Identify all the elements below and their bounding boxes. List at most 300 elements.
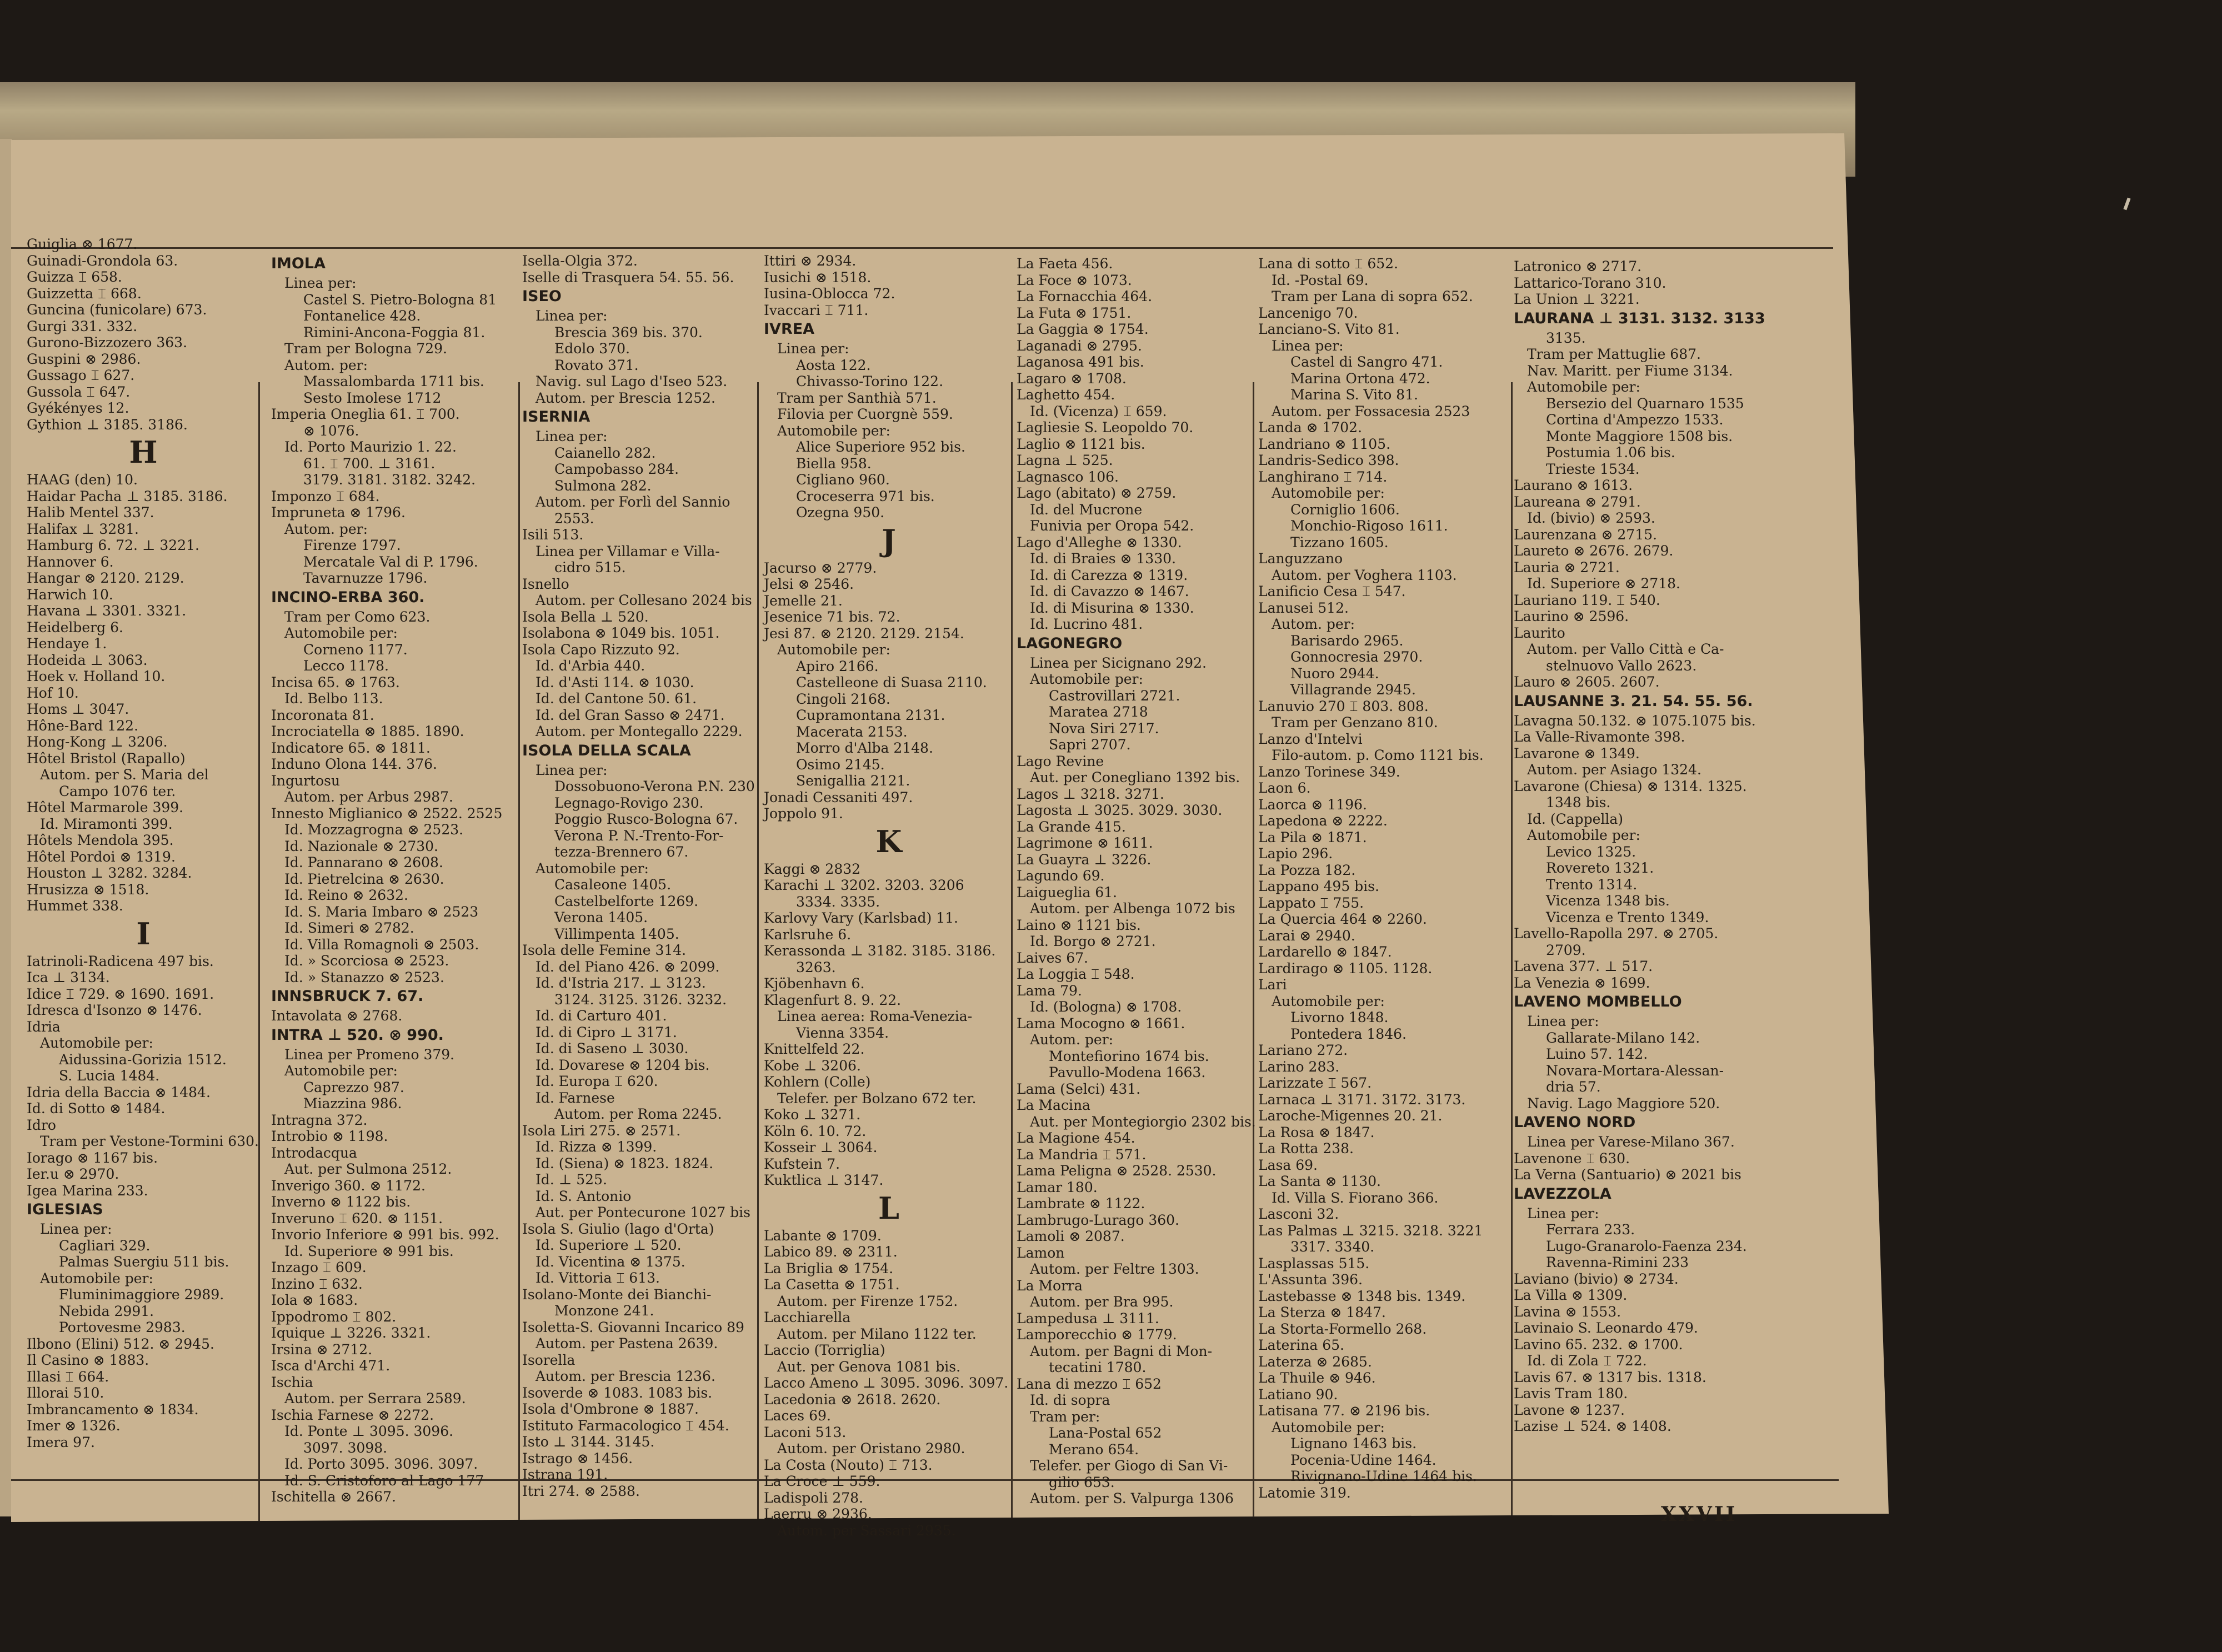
index-entry: Rivignano-Udine 1464 bis. <box>1290 1468 1477 1484</box>
index-entry: Invorio Inferiore ⊗ 991 bis. 992. <box>271 1227 499 1243</box>
index-column-6 <box>1258 256 1511 1501</box>
index-entry: Ingurtosu <box>271 772 341 789</box>
index-entry: Autom. per Serrara 2589. <box>284 1390 466 1406</box>
index-entry: ⊗ 1076. <box>303 422 359 439</box>
index-entry: Linea per: <box>40 1221 112 1237</box>
index-entry: Autom. per Sassari 2935. <box>777 1522 956 1539</box>
index-entry: Id. del Mucrone <box>1030 501 1143 518</box>
index-entry: Cingoli 2168. <box>796 690 890 707</box>
index-entry: Homs ⊥ 3047. <box>27 701 129 717</box>
index-entry: Linea per: <box>536 762 608 778</box>
index-heading: INNSBRUCK 7. 67. <box>271 988 424 1005</box>
index-entry: Halib Mentel 337. <box>27 504 154 520</box>
index-entry: Lappano 495 bis. <box>1258 878 1379 894</box>
index-entry: Isella-Olgia 372. <box>522 253 638 269</box>
index-entry: Incisa 65. ⊗ 1763. <box>271 674 400 690</box>
index-entry: Köln 6. 10. 72. <box>764 1123 867 1139</box>
section-letter: H <box>129 434 158 470</box>
index-entry: Merano 654. <box>1049 1441 1139 1458</box>
index-entry: Lagos ⊥ 3218. 3271. <box>1017 785 1164 802</box>
index-entry: Laroche-Migennes 20. 21. <box>1258 1108 1443 1124</box>
index-entry: Linea per: <box>536 428 608 444</box>
index-entry: Langhirano ⌶ 714. <box>1258 468 1388 485</box>
index-entry: 3334. 3335. <box>796 893 880 910</box>
index-entry: Lanzo Torinese 349. <box>1258 763 1400 780</box>
index-entry: La Rotta 238. <box>1258 1140 1354 1157</box>
index-entry: Haidar Pacha ⊥ 3185. 3186. <box>27 488 228 504</box>
index-entry: Id. S. Maria Imbaro ⊗ 2523 <box>284 903 479 920</box>
index-entry: Istrana 191. <box>522 1466 608 1483</box>
index-entry: Id. Rizza ⊗ 1399. <box>536 1139 657 1155</box>
index-entry: 3124. 3125. 3126. 3232. <box>554 991 727 1008</box>
index-entry: HAAG (den) 10. <box>27 472 138 488</box>
index-entry: Iatrinoli-Radicena 497 bis. <box>27 953 214 969</box>
index-entry: Id. Dovarese ⊗ 1204 bis. <box>536 1057 710 1073</box>
index-entry: Aidussina-Gorizia 1512. <box>59 1051 227 1068</box>
index-entry: Marina S. Vito 81. <box>1290 387 1418 403</box>
index-entry: Kaggi ⊗ 2832 <box>764 860 861 877</box>
index-heading: ISEO <box>522 288 562 305</box>
index-entry: Isola delle Femine 314. <box>522 942 687 958</box>
index-entry: Lauria ⊗ 2721. <box>1514 559 1620 575</box>
index-entry: Lavello-Rapolla 297. ⊗ 2705. <box>1514 925 1719 942</box>
index-entry: Villimpenta 1405. <box>554 925 679 942</box>
index-entry: Knittelfeld 22. <box>764 1041 865 1057</box>
index-entry: Lastebasse ⊗ 1348 bis. 1349. <box>1258 1288 1466 1304</box>
index-entry: Inverno ⊗ 1122 bis. <box>271 1194 411 1210</box>
index-entry: Aut. per Sulmona 2512. <box>284 1161 452 1177</box>
index-entry: Languzzano <box>1258 550 1343 567</box>
index-entry: Luino 57. 142. <box>1546 1046 1648 1062</box>
index-entry: Macerata 2153. <box>796 723 908 740</box>
index-entry: La Futa ⊗ 1751. <box>1017 304 1132 321</box>
index-entry: La Pila ⊗ 1871. <box>1258 829 1367 845</box>
index-entry: Vicenza 1348 bis. <box>1546 893 1670 909</box>
index-entry: Aut. per Pontecurone 1027 bis <box>536 1204 750 1220</box>
index-column-2 <box>271 253 524 1505</box>
index-entry: Hodeida ⊥ 3063. <box>27 652 148 668</box>
index-entry: Aut. per Conegliano 1392 bis. <box>1030 769 1240 785</box>
index-entry: Id. del Cantone 50. 61. <box>536 690 697 707</box>
index-entry: La Mandria ⌶ 571. <box>1017 1146 1147 1163</box>
index-entry: Linea per: <box>1527 1013 1599 1029</box>
index-entry: Navig. Lago Maggiore 520. <box>1527 1095 1720 1112</box>
index-entry: La Villa ⊗ 1309. <box>1514 1287 1628 1303</box>
index-entry: Autom. per Fossacesia 2523 <box>1272 403 1470 419</box>
index-entry: Laconi 513. <box>764 1424 847 1440</box>
index-entry: Karlovy Vary (Karlsbad) 11. <box>764 910 958 926</box>
index-entry: Id. d'Asti 114. ⊗ 1030. <box>536 674 694 690</box>
index-entry: Automobile per: <box>1527 827 1640 843</box>
index-entry: Sulmona 282. <box>554 477 652 494</box>
index-entry: Livorno 1848. <box>1290 1009 1389 1025</box>
index-entry: Laives 67. <box>1017 949 1088 966</box>
index-entry: Castrovillari 2721. <box>1049 687 1180 704</box>
index-entry: Landris-Sedico 398. <box>1258 452 1399 468</box>
index-entry: Aut. per Genova 1081 bis. <box>777 1358 961 1375</box>
index-entry: Autom. per Feltre 1303. <box>1030 1261 1199 1277</box>
index-entry: Id. Reino ⊗ 2632. <box>284 887 408 903</box>
index-entry: Linea per: <box>1272 337 1344 354</box>
index-entry: Id. Simeri ⊗ 2782. <box>284 920 414 936</box>
index-entry: Autom. per Pastena 2639. <box>536 1335 718 1351</box>
index-entry: dria 57. <box>1546 1079 1601 1095</box>
index-entry: Guizza ⌶ 658. <box>27 269 122 285</box>
index-entry: Automobile per: <box>1272 485 1385 501</box>
index-entry: Lacchiarella <box>764 1309 851 1325</box>
index-entry: Ischitella ⊗ 2667. <box>271 1489 396 1505</box>
index-entry: Itri 274. ⊗ 2588. <box>522 1483 640 1499</box>
index-entry: Istrago ⊗ 1456. <box>522 1450 633 1466</box>
index-entry: Chivasso-Torino 122. <box>796 373 944 389</box>
index-entry: Id. di Misurina ⊗ 1330. <box>1030 599 1194 616</box>
index-entry: Laglio ⊗ 1121 bis. <box>1017 435 1145 452</box>
index-heading: IMOLA <box>271 255 326 272</box>
index-entry: Linea per: <box>1527 1205 1599 1222</box>
index-entry: Biella 958. <box>796 455 872 472</box>
index-entry: La Santa ⊗ 1130. <box>1258 1173 1381 1189</box>
index-entry: La Guayra ⊥ 3226. <box>1017 851 1152 868</box>
index-entry: Senigallia 2121. <box>796 773 910 789</box>
index-entry: Pocenia-Udine 1464. <box>1290 1451 1437 1468</box>
index-entry: Id. » Scorciosa ⊗ 2523. <box>284 953 449 969</box>
index-entry: Idria <box>27 1018 61 1035</box>
index-entry: Monchio-Rigoso 1611. <box>1290 518 1448 534</box>
index-entry: Id. S. Antonio <box>536 1188 632 1204</box>
index-entry: Nuoro 2944. <box>1290 665 1379 682</box>
index-entry: Autom. per Vallo Città e Ca- <box>1527 641 1724 657</box>
index-entry: cidro 515. <box>554 559 626 575</box>
index-entry: Lardirago ⊗ 1105. 1128. <box>1258 960 1433 977</box>
index-entry: Palmas Suergiu 511 bis. <box>59 1254 229 1270</box>
index-entry: Lago Revine <box>1017 753 1104 769</box>
index-entry: Croceserra 971 bis. <box>796 488 935 504</box>
index-entry: Brescia 369 bis. 370. <box>554 324 703 341</box>
index-heading: ISERNIA <box>522 408 590 425</box>
index-entry: Automobile per: <box>1030 671 1143 687</box>
index-entry: Istituto Farmacologico ⌶ 454. <box>522 1417 729 1434</box>
index-entry: Castel di Sangro 471. <box>1290 354 1443 370</box>
index-entry: Autom. per Bra 995. <box>1030 1294 1174 1310</box>
index-entry: Lavarone ⊗ 1349. <box>1514 745 1640 762</box>
index-entry: Lasconi 32. <box>1258 1206 1339 1222</box>
index-entry: Villagrande 2945. <box>1290 682 1416 698</box>
index-entry: Imer ⊗ 1326. <box>27 1418 121 1434</box>
index-entry: Corneno 1177. <box>303 641 408 658</box>
index-entry: Guinadi-Grondola 63. <box>27 252 178 269</box>
index-entry: Casaleone 1405. <box>554 877 672 893</box>
section-letter: I <box>136 915 151 952</box>
index-entry: Linea per Promeno 379. <box>284 1046 455 1063</box>
index-entry: Laterina 65. <box>1258 1337 1345 1353</box>
index-entry: Linea aerea: Roma-Venezia- <box>777 1008 973 1024</box>
index-entry: Alice Superiore 952 bis. <box>796 439 965 455</box>
index-entry: Id. d'Arbia 440. <box>536 658 645 674</box>
index-entry: Poggio Rusco-Bologna 67. <box>554 811 738 827</box>
index-entry: Fontanelice 428. <box>303 308 421 324</box>
index-entry: Ischia Farnese ⊗ 2272. <box>271 1406 434 1423</box>
index-entry: Automobile per: <box>284 1063 398 1079</box>
index-entry: Caianello 282. <box>554 444 656 461</box>
index-entry: Inzino ⌶ 632. <box>271 1275 363 1292</box>
index-entry: Id. Porto 3095. 3096. 3097. <box>284 1456 478 1472</box>
index-entry: Id. (Bologna) ⊗ 1708. <box>1030 999 1182 1015</box>
index-entry: Postumia 1.06 bis. <box>1546 444 1675 460</box>
index-entry: Nav. Maritt. per Fiume 3134. <box>1527 362 1733 379</box>
index-entry: Hannover 6. <box>27 553 114 570</box>
index-entry: Castelbelforte 1269. <box>554 893 699 909</box>
index-entry: Tram per Lana di sopra 652. <box>1272 288 1473 304</box>
index-entry: 3263. <box>796 959 836 975</box>
index-entry: Id. (Vicenza) ⌶ 659. <box>1030 403 1167 419</box>
index-entry: La Gaggia ⊗ 1754. <box>1017 321 1149 337</box>
index-entry: 3317. 3340. <box>1290 1239 1375 1255</box>
index-entry: Telefer. per Giogo di San Vi- <box>1030 1458 1228 1474</box>
top-rule <box>11 247 1833 249</box>
index-entry: Laurito <box>1514 624 1565 641</box>
index-entry: Imbrancamento ⊗ 1834. <box>27 1401 199 1418</box>
index-entry: Hong-Kong ⊥ 3206. <box>27 734 168 750</box>
index-entry: Autom. per: <box>284 357 368 373</box>
index-entry: Lagna ⊥ 525. <box>1017 452 1113 468</box>
index-heading: LAVENO MOMBELLO <box>1514 993 1682 1010</box>
index-entry: Gythion ⊥ 3185. 3186. <box>27 416 188 433</box>
index-column-1 <box>27 236 260 1458</box>
index-column-7 <box>1514 258 1769 1480</box>
index-entry: Linea per: <box>777 341 849 357</box>
index-entry: La Foce ⊗ 1073. <box>1017 272 1132 288</box>
index-heading: IVREA <box>764 321 815 338</box>
index-entry: Autom. per Brescia 1252. <box>536 389 715 406</box>
index-entry: Gonnocresia 2970. <box>1290 649 1423 665</box>
index-entry: Barisardo 2965. <box>1290 632 1404 649</box>
index-entry: Cigliano 960. <box>796 472 890 488</box>
index-entry: Idro <box>27 1117 56 1133</box>
index-entry: Linea per: <box>536 308 608 324</box>
index-entry: Ivaccari ⌶ 711. <box>764 302 869 318</box>
index-entry: Aosta 122. <box>796 357 871 373</box>
index-entry: Id. Vittoria ⌶ 613. <box>536 1270 660 1286</box>
index-entry: Lanuvio 270 ⌶ 803. 808. <box>1258 698 1429 714</box>
index-entry: Iorago ⊗ 1167 bis. <box>27 1149 158 1166</box>
index-entry: Induno Olona 144. 376. <box>271 756 437 772</box>
index-heading: LAGONEGRO <box>1017 634 1123 652</box>
index-entry: Id. ⊥ 525. <box>536 1172 607 1188</box>
index-entry: Isola Bella ⊥ 520. <box>522 608 649 625</box>
index-entry: Id. Nazionale ⊗ 2730. <box>284 838 438 854</box>
index-entry: Jelsi ⊗ 2546. <box>764 576 854 592</box>
index-entry: Castelleone di Suasa 2110. <box>796 674 987 690</box>
index-entry: Tram per Bologna 729. <box>284 341 447 357</box>
index-entry: Lancenigo 70. <box>1258 304 1358 321</box>
index-entry: Id. Mozzagrogna ⊗ 2523. <box>284 822 464 838</box>
index-entry: Intavolata ⊗ 2768. <box>271 1008 403 1024</box>
index-entry: Morro d'Alba 2148. <box>796 740 933 756</box>
index-entry: Lanusei 512. <box>1258 599 1349 616</box>
index-entry: Lecco 1178. <box>303 658 389 674</box>
index-entry: Id. S. Cristoforo al Lago 177 <box>284 1472 484 1489</box>
index-entry: tecatini 1780. <box>1049 1359 1147 1375</box>
index-entry: Hôtel Bristol (Rapallo) <box>27 750 186 767</box>
index-entry: Autom. per Voghera 1103. <box>1272 567 1457 583</box>
index-entry: Kuktlica ⊥ 3147. <box>764 1172 884 1188</box>
index-entry: Koko ⊥ 3271. <box>764 1107 861 1123</box>
index-entry: La Valle-Rivamonte 398. <box>1514 729 1685 745</box>
index-entry: Tavarnuzze 1796. <box>303 570 428 586</box>
index-entry: Larino 283. <box>1258 1058 1340 1075</box>
index-entry: Automobile per: <box>40 1270 153 1286</box>
index-entry: Guspini ⊗ 2986. <box>27 351 141 367</box>
index-entry: Novara-Mortara-Alessan- <box>1546 1062 1724 1079</box>
index-entry: La Costa (Nouto) ⌶ 713. <box>764 1456 933 1473</box>
index-entry: Autom. per Collesano 2024 bis <box>536 592 752 608</box>
index-entry: Lavagna 50.132. ⊗ 1075.1075 bis. <box>1514 712 1756 729</box>
index-entry: Monzone 241. <box>554 1303 654 1319</box>
index-entry: La Rosa ⊗ 1847. <box>1258 1124 1375 1140</box>
index-entry: Maratea 2718 <box>1049 704 1148 720</box>
index-entry: Id. Pannarano ⊗ 2608. <box>284 854 443 870</box>
index-entry: Jonadi Cessaniti 497. <box>764 789 913 805</box>
index-entry: Labico 89. ⊗ 2311. <box>764 1244 898 1260</box>
index-entry: La Croce ⊥ 559. <box>764 1473 880 1489</box>
index-entry: Hône-Bard 122. <box>27 717 139 734</box>
index-entry: Caprezzo 987. <box>303 1079 404 1095</box>
index-entry: Linea per: <box>284 275 357 291</box>
index-entry: Automobile per: <box>284 625 398 641</box>
index-entry: Landa ⊗ 1702. <box>1258 419 1362 435</box>
index-entry: Navig. sul Lago d'Iseo 523. <box>536 373 728 389</box>
index-entry: L'Assunta 396. <box>1258 1271 1363 1288</box>
index-entry: Id. Borgo ⊗ 2721. <box>1030 933 1156 949</box>
index-entry: Lavarone (Chiesa) ⊗ 1314. 1325. <box>1514 778 1747 794</box>
index-entry: Id. Ponte ⊥ 3095. 3096. <box>284 1423 454 1439</box>
index-entry: Id. Villa Romagnoli ⊗ 2503. <box>284 936 479 953</box>
index-entry: Id. Superiore ⊗ 2718. <box>1527 575 1680 592</box>
index-entry: Lagrimone ⊗ 1611. <box>1017 835 1153 851</box>
index-entry: Ravenna-Rimini 233 <box>1546 1254 1689 1270</box>
index-entry: Las Palmas ⊥ 3215. 3218. 3221 <box>1258 1222 1483 1239</box>
index-entry: Id. di Braies ⊗ 1330. <box>1030 550 1176 567</box>
index-entry: Karachi ⊥ 3202. 3203. 3206 <box>764 877 964 893</box>
index-entry: Lavis Tram 180. <box>1514 1385 1628 1401</box>
index-entry: Hendaye 1. <box>27 635 107 652</box>
index-entry: Iusichi ⊗ 1518. <box>764 269 872 286</box>
index-entry: La Morra <box>1017 1277 1083 1294</box>
index-entry: 1348 bis. <box>1546 794 1611 810</box>
index-entry: Lama Mocogno ⊗ 1661. <box>1017 1015 1185 1032</box>
left-page-edge <box>0 139 12 1516</box>
index-entry: Mercatale Val di P. 1796. <box>303 553 478 570</box>
index-entry: Id. Superiore ⊥ 520. <box>536 1237 682 1253</box>
index-entry: Legnago-Rovigo 230. <box>554 794 704 811</box>
index-entry: Edolo 370. <box>554 341 630 357</box>
index-entry: stelnuovo Vallo 2623. <box>1546 657 1697 674</box>
index-entry: Isola Capo Rizzuto 92. <box>522 641 680 658</box>
index-entry: Laorca ⊗ 1196. <box>1258 796 1367 813</box>
index-entry: Landriano ⊗ 1105. <box>1258 435 1391 452</box>
index-entry: Id. del Gran Sasso ⊗ 2471. <box>536 707 725 723</box>
index-entry: Lama (Selci) 431. <box>1017 1080 1141 1097</box>
index-entry: Gussola ⌶ 647. <box>27 383 131 400</box>
index-entry: Iola ⊗ 1683. <box>271 1292 358 1308</box>
index-entry: Laureto ⊗ 2676. 2679. <box>1514 543 1674 559</box>
index-entry: Isolabona ⊗ 1049 bis. 1051. <box>522 625 720 641</box>
index-entry: Id. Pietrelcina ⊗ 2630. <box>284 870 444 887</box>
index-entry: Sapri 2707. <box>1049 737 1131 753</box>
index-entry: Isoverde ⊗ 1083. 1083 bis. <box>522 1384 713 1401</box>
index-entry: Id. Superiore ⊗ 991 bis. <box>284 1243 454 1259</box>
index-entry: Havana ⊥ 3301. 3321. <box>27 603 187 619</box>
index-entry: Cortina d'Ampezzo 1533. <box>1546 412 1724 428</box>
index-heading: LAVEZZOLA <box>1514 1185 1612 1203</box>
index-entry: Hôtel Marmarole 399. <box>27 799 184 815</box>
index-entry: 61. ⌶ 700. ⊥ 3161. <box>303 455 436 472</box>
index-entry: Id. Lucrino 481. <box>1030 616 1143 632</box>
index-entry: Miazzina 986. <box>303 1095 402 1112</box>
index-entry: Lasa 69. <box>1258 1157 1318 1173</box>
index-entry: Lari <box>1258 977 1287 993</box>
index-entry: Filo-autom. p. Como 1121 bis. <box>1272 747 1484 763</box>
index-entry: Laganadi ⊗ 2795. <box>1017 337 1142 354</box>
index-entry: Montefiorino 1674 bis. <box>1049 1048 1209 1064</box>
index-entry: Ier.u ⊗ 2970. <box>27 1166 119 1182</box>
index-entry: Lamar 180. <box>1017 1179 1098 1195</box>
index-entry: Impruneta ⊗ 1796. <box>271 504 406 520</box>
index-entry: Rimini-Ancona-Foggia 81. <box>303 324 486 341</box>
index-entry: Lauro ⊗ 2605. 2607. <box>1514 674 1660 690</box>
index-entry: Gyékényes 12. <box>27 400 129 416</box>
index-heading: ISOLA DELLA SCALA <box>522 742 691 759</box>
index-entry: Larnaca ⊥ 3171. 3172. 3173. <box>1258 1091 1466 1108</box>
index-entry: Kjöbenhavn 6. <box>764 975 865 992</box>
index-entry: Laccio (Torriglia) <box>764 1342 885 1358</box>
index-entry: Laganosa 491 bis. <box>1017 354 1144 370</box>
index-entry: Ittiri ⊗ 2934. <box>764 253 857 269</box>
index-entry: La Casetta ⊗ 1751. <box>764 1276 900 1293</box>
index-entry: Isorella <box>522 1351 575 1368</box>
index-entry: Isili 513. <box>522 527 584 543</box>
index-column-3 <box>522 253 761 1499</box>
index-entry: Lamon <box>1017 1244 1065 1261</box>
index-entry: Lago (abitato) ⊗ 2759. <box>1017 485 1177 501</box>
index-entry: 2709. <box>1546 942 1586 958</box>
index-entry: Id. -Postal 69. <box>1272 272 1369 288</box>
index-entry: Marina Ortona 472. <box>1290 370 1430 387</box>
index-entry: Joppolo 91. <box>764 805 843 822</box>
index-entry: Kerassonda ⊥ 3182. 3185. 3186. <box>764 943 996 959</box>
index-entry: Iselle di Trasquera 54. 55. 56. <box>522 269 734 286</box>
index-entry: Kohlern (Colle) <box>764 1074 871 1090</box>
index-entry: Laerru ⊗ 2936. <box>764 1506 872 1522</box>
index-entry: Hangar ⊗ 2120. 2129. <box>27 570 184 586</box>
index-entry: Lappato ⌶ 755. <box>1258 894 1364 911</box>
index-entry: Ilbono (Elini) 512. ⊗ 2945. <box>27 1335 214 1352</box>
index-entry: Autom. per Montegallo 2229. <box>536 723 743 739</box>
index-entry: Jacurso ⊗ 2779. <box>764 559 877 576</box>
index-entry: La Grande 415. <box>1017 818 1126 835</box>
index-entry: S. Lucia 1484. <box>59 1068 160 1084</box>
index-entry: Ladispoli 278. <box>764 1489 863 1506</box>
index-entry: Monte Maggiore 1508 bis. <box>1546 428 1733 444</box>
index-entry: Tram per Vestone-Tormini 630. <box>40 1133 259 1149</box>
index-entry: Autom. per: <box>284 520 368 537</box>
index-entry: Rovereto 1321. <box>1546 860 1654 876</box>
index-entry: Automobile per: <box>777 422 890 439</box>
index-entry: Guizzetta ⌶ 668. <box>27 285 142 302</box>
index-entry: Indicatore 65. ⊗ 1811. <box>271 739 431 756</box>
index-entry: Ischia <box>271 1374 313 1390</box>
index-entry: La Macina <box>1017 1097 1090 1113</box>
